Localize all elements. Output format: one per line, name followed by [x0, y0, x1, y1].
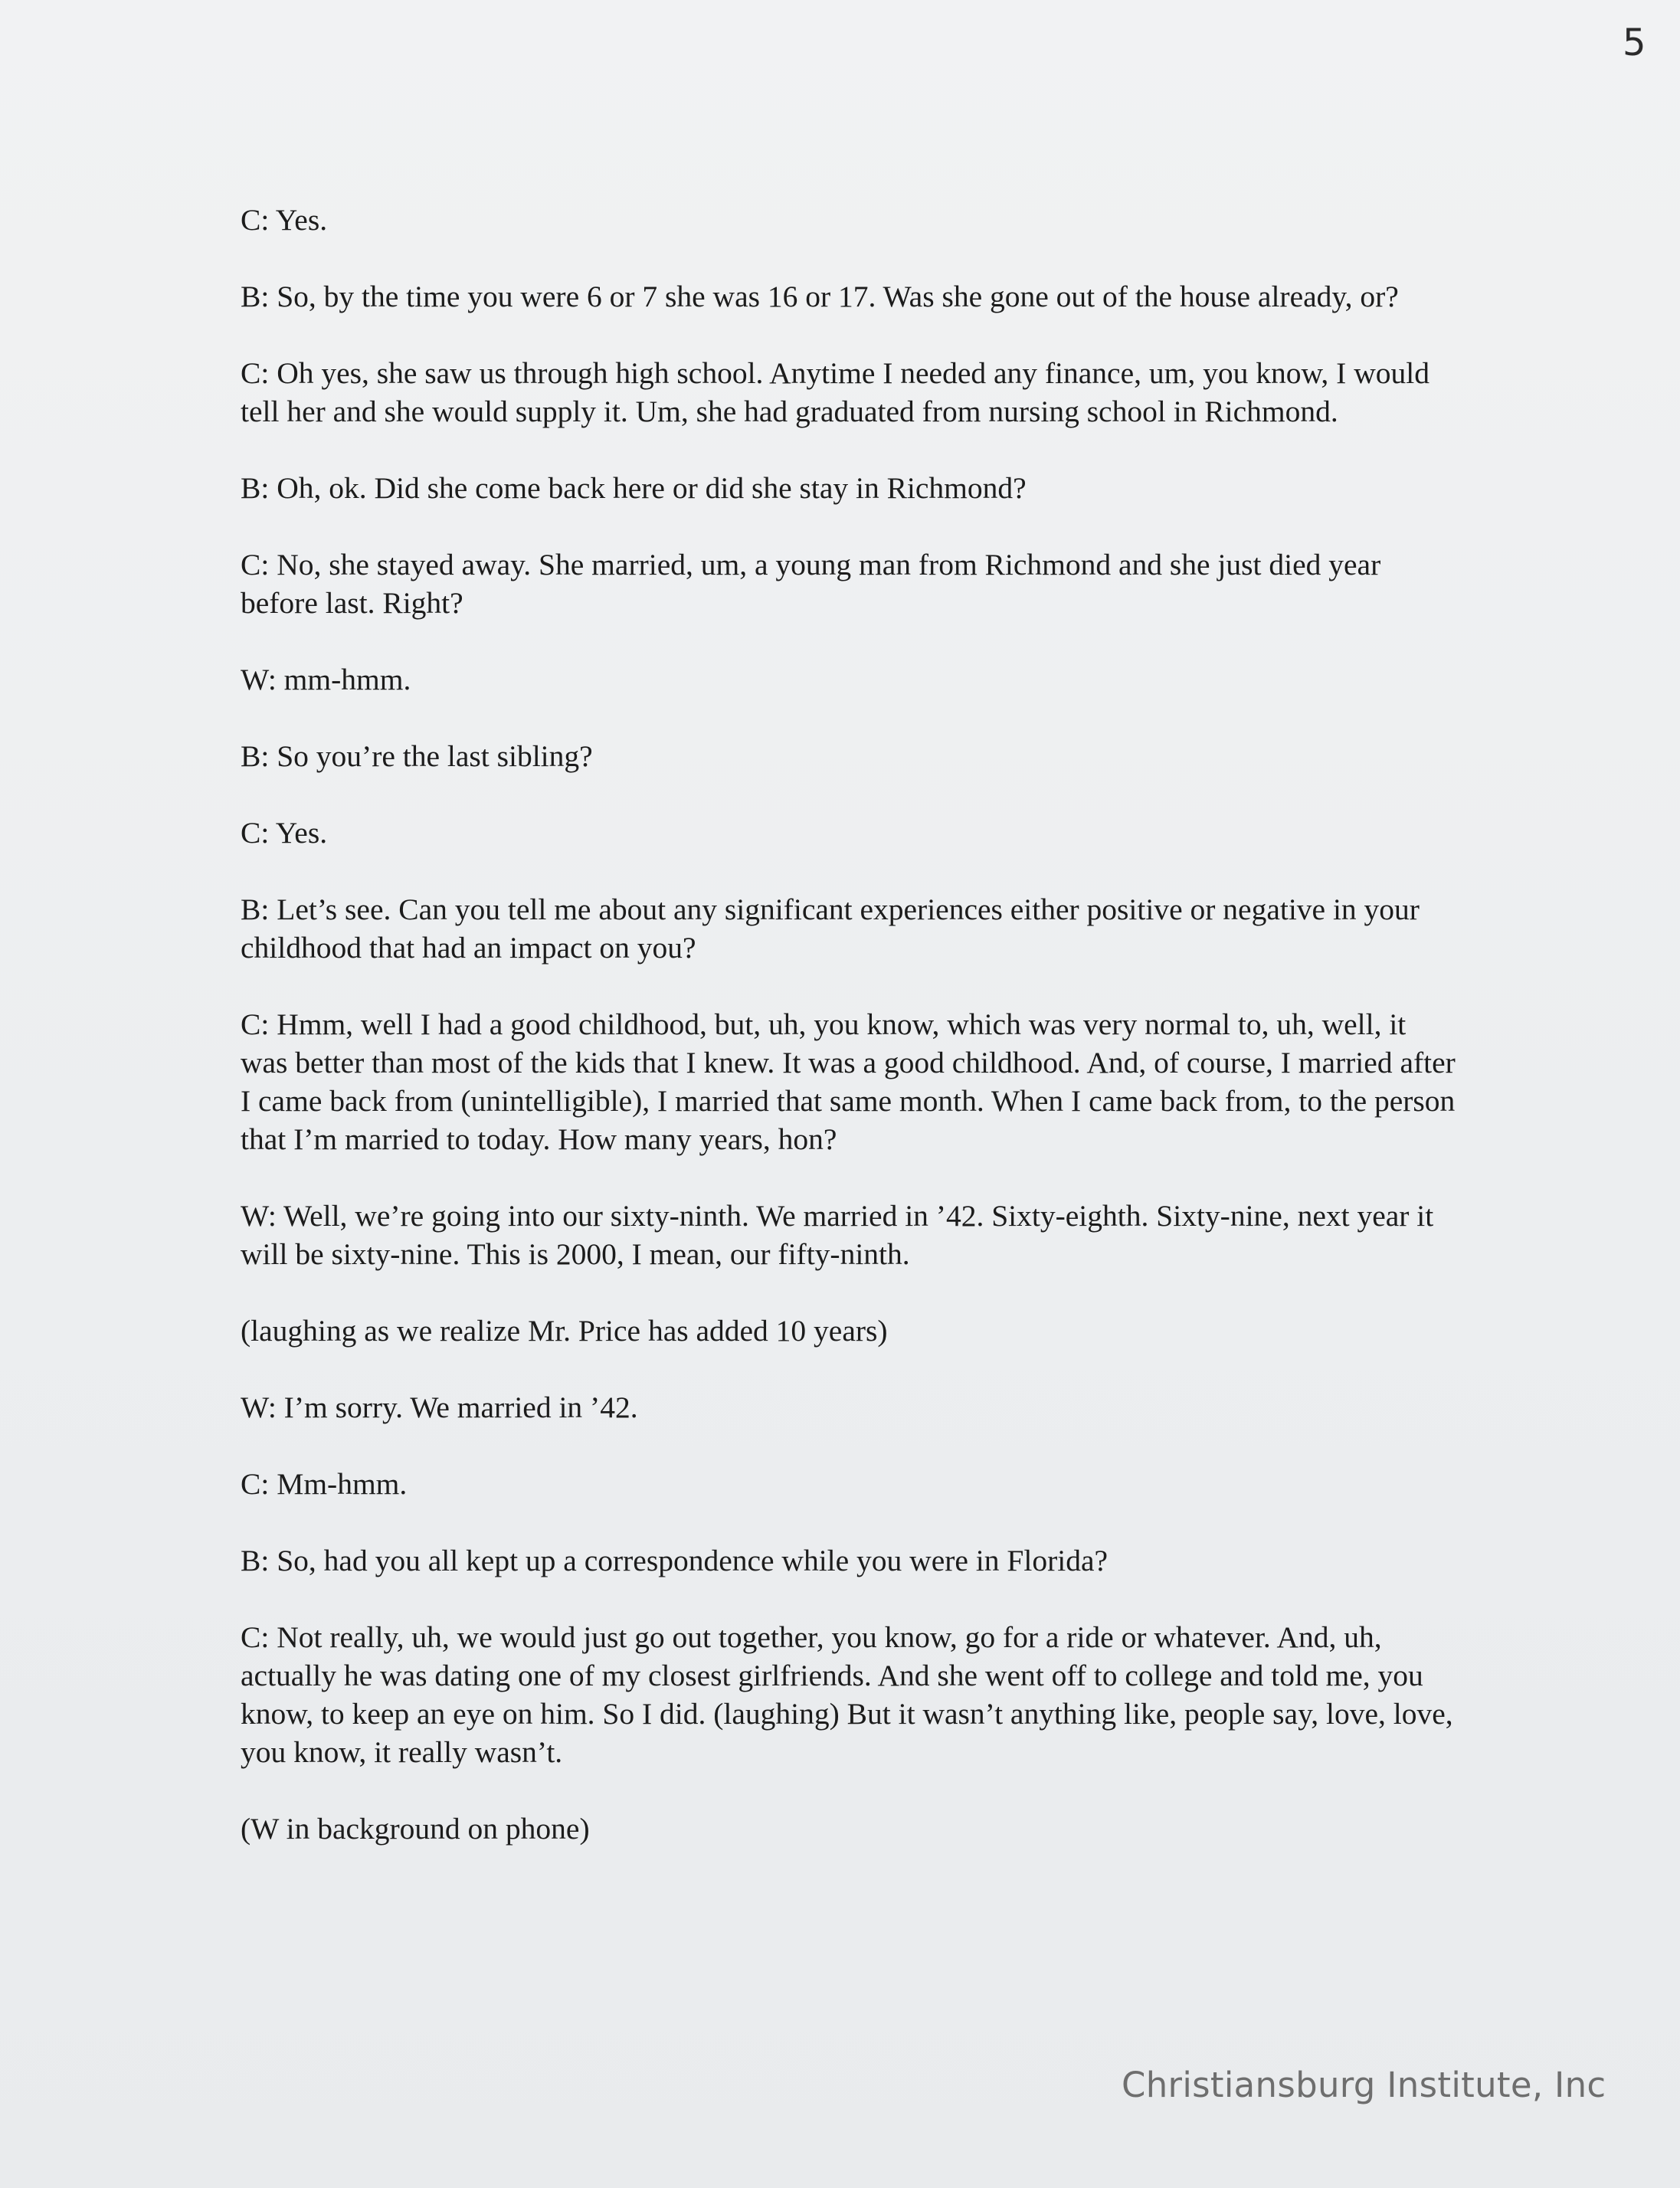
page-number: 5: [1623, 21, 1646, 64]
transcript-paragraph: C: Yes.: [241, 816, 328, 850]
transcript-paragraph: C: Oh yes, she saw us through high school. Anytime I needed any finance, um, you know, I would tell her and she would supply it. Um, she had graduated from nursing school in Richmond.: [241, 356, 1429, 428]
transcript-paragraph: W: I’m sorry. We married in ’42.: [241, 1390, 638, 1424]
transcript-paragraph: W: mm-hmm.: [241, 663, 411, 696]
transcript-paragraph: C: Hmm, well I had a good childhood, but, uh, you know, which was very normal to, uh, well, it was better than most of the kids that I knew. It was a good childhood. And, of course, I married after I came back from (unintelligible), I married that same month. When I came back from, to the person that I’m married to today. How many years, hon?: [241, 1007, 1456, 1156]
transcript-paragraph: C: Yes.: [241, 203, 328, 237]
transcript-paragraph: C: No, she stayed away. She married, um, a young man from Richmond and she just died year before last. Right?: [241, 548, 1381, 620]
transcript-paragraph: C: Mm-hmm.: [241, 1467, 408, 1501]
transcript-paragraph: W: Well, we’re going into our sixty-ninth. We married in ’42. Sixty-eighth. Sixty-nine, next year it will be sixty-nine. This is 2000, I mean, our fifty-ninth.: [241, 1199, 1434, 1271]
transcript-paragraph: B: So, had you all kept up a correspondence while you were in Florida?: [241, 1544, 1109, 1577]
transcript-paragraph: C: Not really, uh, we would just go out together, you know, go for a ride or whatever. And, uh, actually he was dating one of my closest girlfriends. And she went off to college and told me, you know, to keep an eye on him. So I did. (laughing) But it wasn’t anything like, people say, love, love, you know, it really wasn’t.: [241, 1620, 1453, 1769]
transcript-paragraph: (laughing as we realize Mr. Price has added 10 years): [241, 1314, 888, 1348]
watermark: Christiansburg Institute, Inc: [1122, 2065, 1606, 2105]
transcript-body: [241, 201, 1459, 1886]
transcript-paragraph: B: So you’re the last sibling?: [241, 739, 593, 773]
transcript-paragraph: B: So, by the time you were 6 or 7 she was 16 or 17. Was she gone out of the house already, or?: [241, 280, 1399, 313]
transcript-paragraph: B: Let’s see. Can you tell me about any significant experiences either positive or negative in your childhood that had an impact on you?: [241, 893, 1420, 965]
transcript-paragraph: B: Oh, ok. Did she come back here or did she stay in Richmond?: [241, 471, 1027, 505]
transcript-paragraph: (W in background on phone): [241, 1812, 590, 1846]
